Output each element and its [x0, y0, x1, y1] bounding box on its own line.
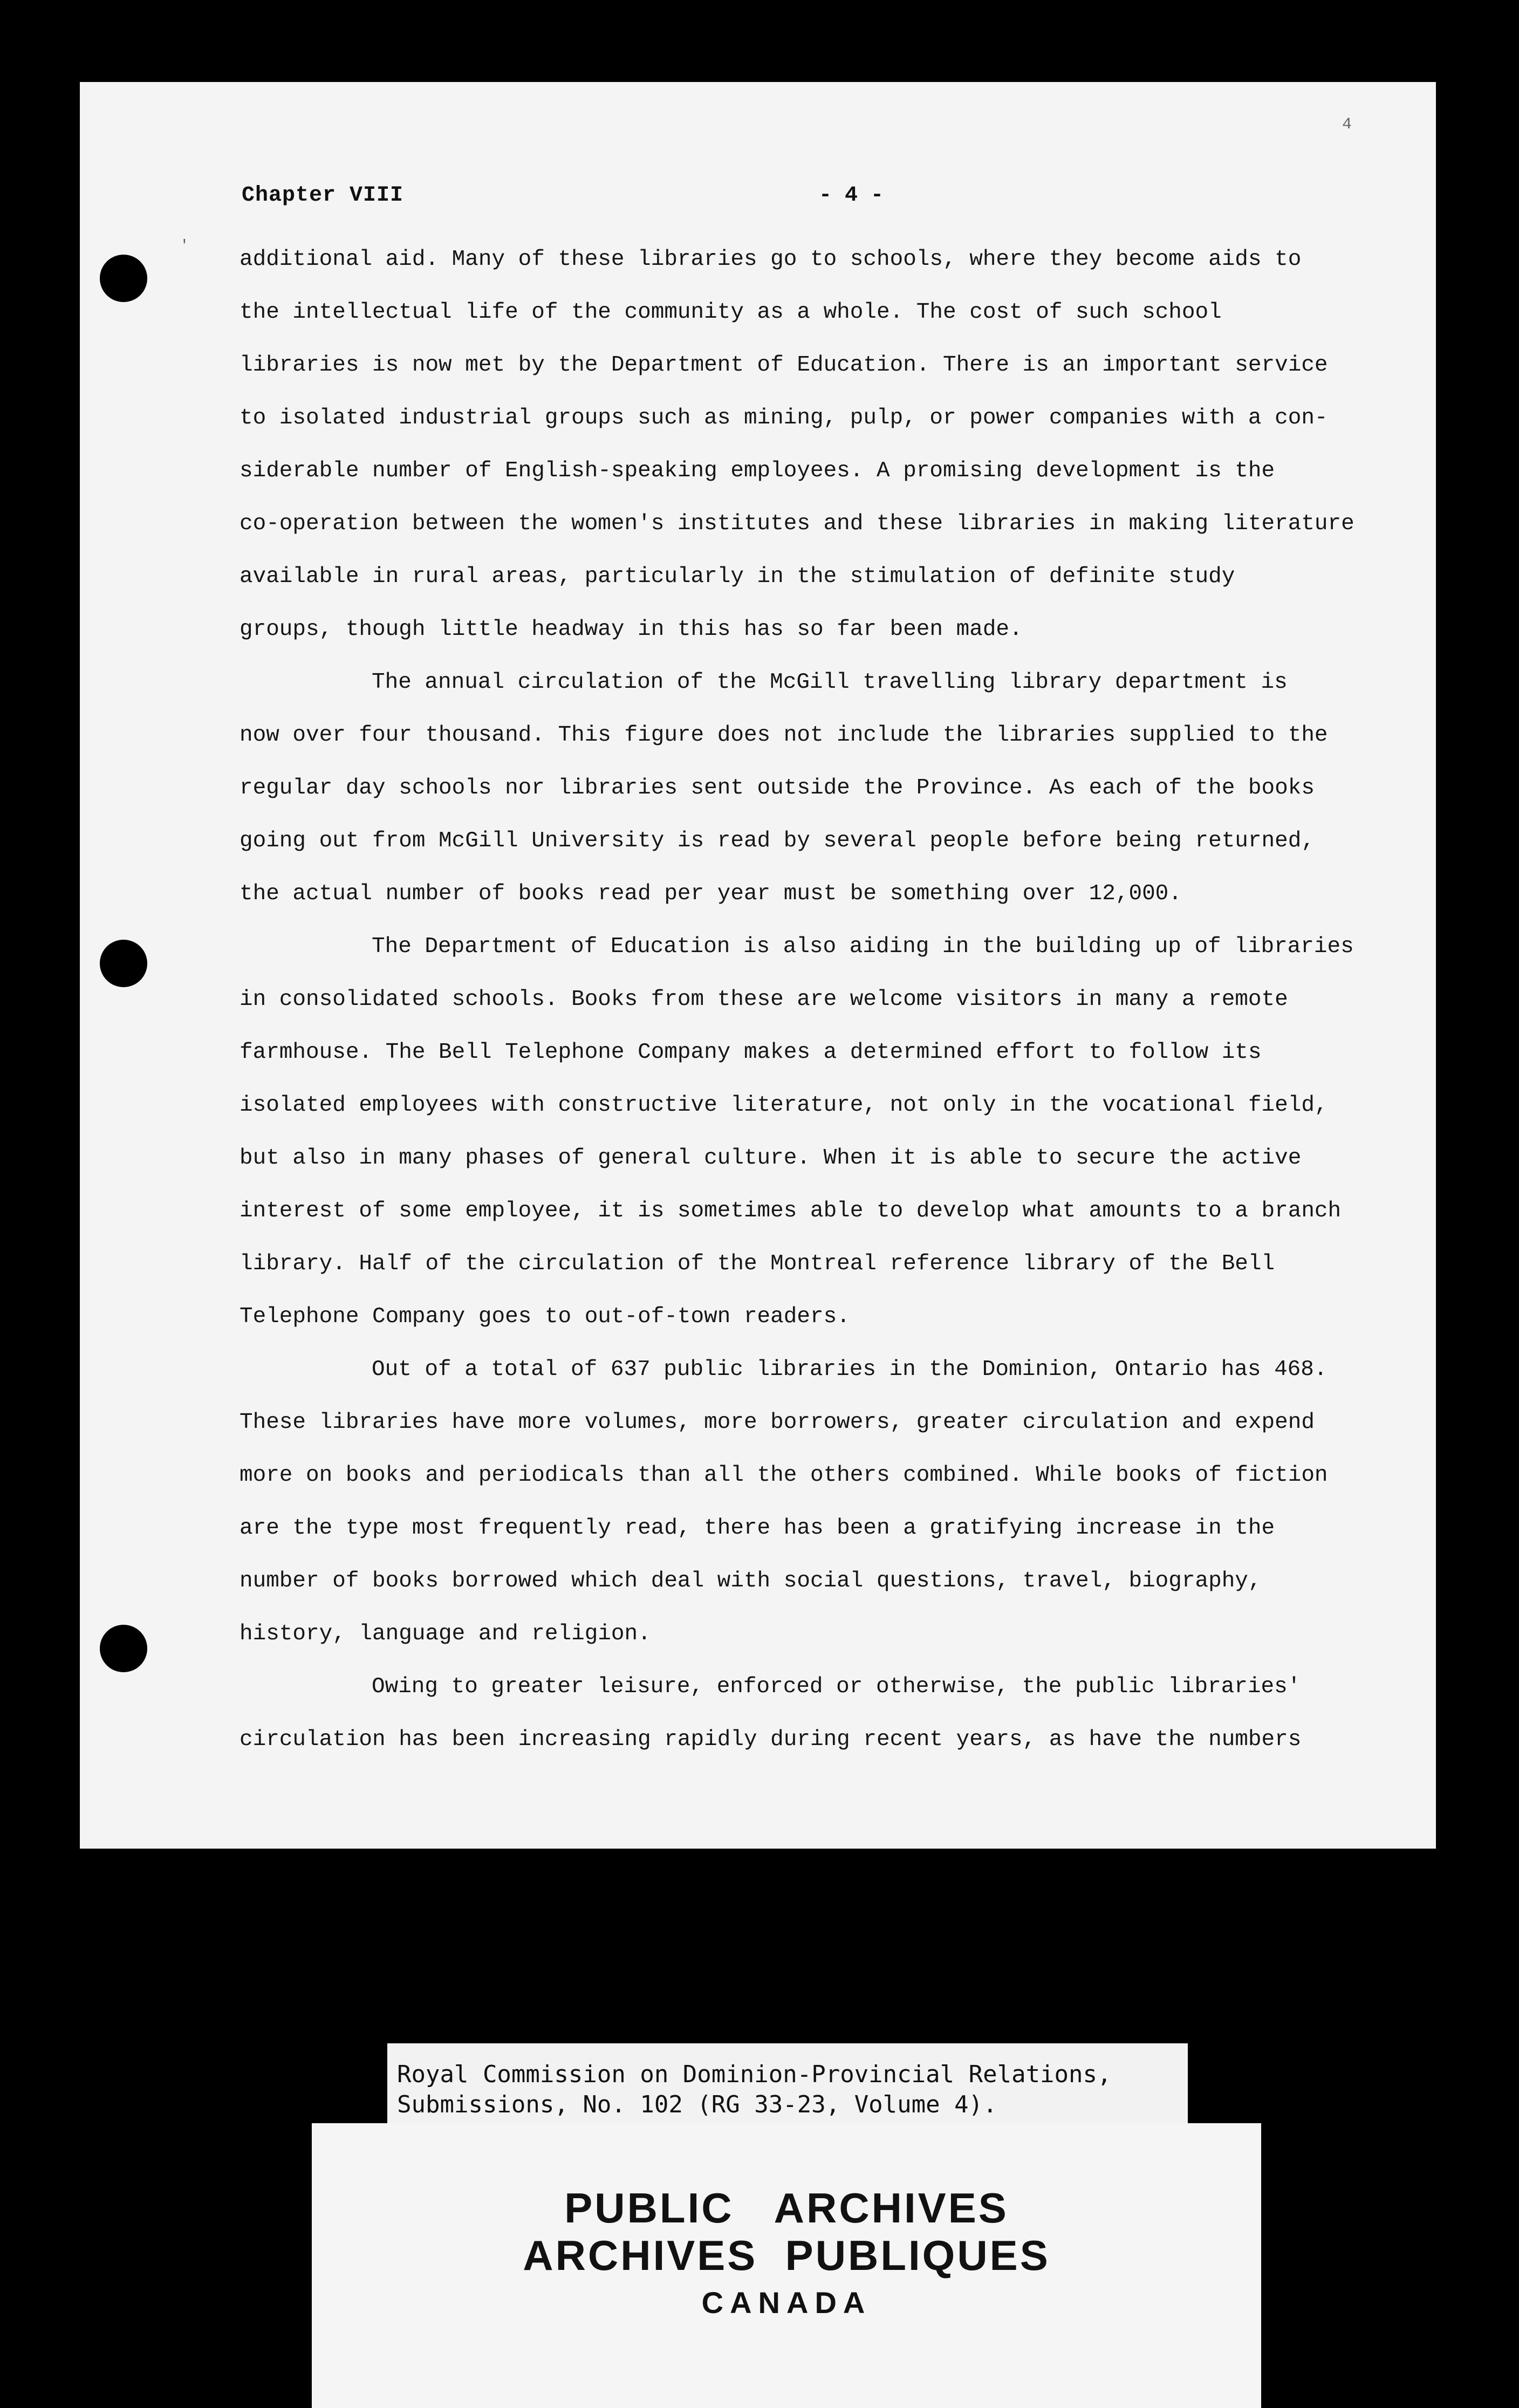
text-line: circulation has been increasing rapidly during recent years, as have the numbers [240, 1727, 1302, 1752]
chapter-heading: Chapter VIII [242, 183, 404, 208]
body-text [240, 233, 1399, 1766]
text-line: Telephone Company goes to out-of-town readers. [240, 1304, 850, 1329]
stamp-line: PUBLIC ARCHIVES [564, 2184, 1009, 2232]
page-corner-mark: 4 [1342, 115, 1352, 134]
text-line: number of books borrowed which deal with social questions, travel, biography, [240, 1569, 1262, 1593]
text-line: regular day schools nor libraries sent outside the Province. As each of the books [240, 776, 1315, 801]
text-line: co-operation between the women's institutes and these libraries in making literature [240, 511, 1354, 536]
text-line: farmhouse. The Bell Telephone Company makes a determined effort to follow its [240, 1040, 1262, 1065]
text-line: Owing to greater leisure, enforced or otherwise, the public libraries' [372, 1674, 1301, 1699]
text-line: The annual circulation of the McGill travelling library department is [372, 670, 1288, 695]
source-citation-label [387, 2043, 1188, 2133]
text-line: in consolidated schools. Books from these are welcome visitors in many a remote [240, 987, 1288, 1012]
punch-hole [100, 255, 147, 302]
source-line: Royal Commission on Dominion-Provincial Relations, [397, 2061, 1112, 2088]
text-line: libraries is now met by the Department of Education. There is an important service [240, 353, 1328, 378]
text-line: history, language and religion. [240, 1622, 651, 1646]
archive-stamp [312, 2123, 1261, 2408]
stamp-line: CANADA [701, 2286, 872, 2320]
page-number: - 4 - [819, 183, 884, 208]
source-line: Submissions, No. 102 (RG 33-23, Volume 4). [397, 2091, 997, 2118]
stamp-line: ARCHIVES PUBLIQUES [523, 2232, 1050, 2279]
text-line: but also in many phases of general culture. When it is able to secure the active [240, 1146, 1302, 1171]
punch-hole [100, 940, 147, 987]
text-line: The Department of Education is also aiding in the building up of libraries [372, 934, 1354, 959]
text-line: more on books and periodicals than all the others combined. While books of fiction [240, 1463, 1328, 1488]
text-line: additional aid. Many of these libraries go to schools, where they become aids to [240, 247, 1302, 272]
text-line: library. Half of the circulation of the Montreal reference library of the Bell [240, 1251, 1275, 1276]
text-line: the actual number of books read per year must be something over 12,000. [240, 881, 1182, 906]
text-line: available in rural areas, particularly in the stimulation of definite study [240, 564, 1235, 589]
text-line: going out from McGill University is read by several people before being returned, [240, 829, 1315, 853]
text-line: Out of a total of 637 public libraries in the Dominion, Ontario has 468. [372, 1357, 1328, 1382]
text-line: groups, though little headway in this has so far been made. [240, 617, 1023, 642]
text-line: siderable number of English-speaking employees. A promising development is the [240, 459, 1275, 483]
text-line: interest of some employee, it is sometimes able to develop what amounts to a branch [240, 1199, 1342, 1223]
text-line: the intellectual life of the community as a whole. The cost of such school [240, 300, 1222, 325]
document-page [80, 82, 1436, 1849]
text-line: to isolated industrial groups such as mining, pulp, or power companies with a con- [240, 406, 1328, 430]
page-header [242, 183, 997, 232]
text-line: isolated employees with constructive literature, not only in the vocational field, [240, 1093, 1328, 1118]
text-line: now over four thousand. This figure does not include the libraries supplied to the [240, 723, 1328, 748]
punch-hole [100, 1625, 147, 1672]
text-line: These libraries have more volumes, more borrowers, greater circulation and expend [240, 1410, 1315, 1435]
text-line: are the type most frequently read, there has been a gratifying increase in the [240, 1516, 1275, 1541]
margin-mark: ' [180, 237, 189, 254]
